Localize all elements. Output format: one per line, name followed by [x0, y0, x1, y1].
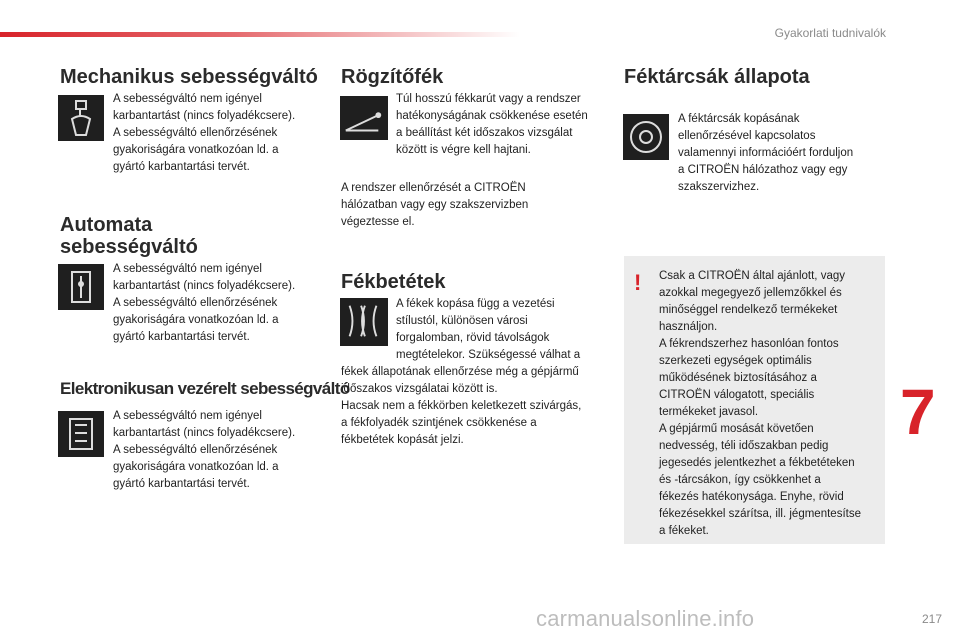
- brake-pads-title: Fékbetétek: [341, 271, 446, 293]
- automatic-gearbox-text: [113, 261, 323, 346]
- text-line: használjon.: [659, 321, 718, 333]
- text-line: ellenőrzésével kapcsolatos: [678, 130, 816, 142]
- chapter-number: 7: [900, 376, 936, 448]
- text-line: gyakoriságára vonatkozóan ld. a: [113, 461, 279, 473]
- parking-brake-service-text: [341, 180, 581, 231]
- text-line: gyártó karbantartási tervét.: [113, 478, 250, 490]
- parking-brake-lever-icon: [340, 96, 388, 140]
- section-label: Gyakorlati tudnivalók: [774, 26, 886, 40]
- brake-pads-icon: [340, 298, 388, 346]
- text-line: A gépjármű mosását követően: [659, 423, 814, 435]
- parking-brake-text: [396, 91, 606, 159]
- automatic-gearbox-icon: [58, 264, 104, 310]
- text-line: valamennyi információért forduljon: [678, 147, 854, 159]
- text-line: fékbetétek kopását jelzi.: [341, 434, 464, 446]
- manual-gearbox-text: [113, 91, 323, 176]
- text-line: minőséggel rendelkező termékeket: [659, 304, 838, 316]
- title-line: sebességváltó: [60, 236, 198, 258]
- text-line: gyakoriságára vonatkozóan ld. a: [113, 314, 279, 326]
- text-line: karbantartást (nincs folyadékcsere).: [113, 427, 296, 439]
- automatic-gearbox-title: [60, 214, 198, 258]
- electronic-gearbox-icon: [58, 411, 104, 457]
- text-line: megtételekor. Szükségessé válhat a: [396, 349, 581, 361]
- text-line: A sebességváltó ellenőrzésének: [113, 297, 278, 309]
- text-line: és -tárcsákon, így csökkenhet a: [659, 474, 821, 486]
- text-line: a CITROËN hálózathoz vagy egy: [678, 164, 848, 176]
- text-line: CITROËN válogatott, speciális: [659, 389, 815, 401]
- text-line: szakszervizhez.: [678, 181, 760, 193]
- text-line: végeztesse el.: [341, 216, 415, 228]
- page-number: 217: [921, 612, 942, 626]
- text-line: stílustól, különösen városi: [396, 315, 528, 327]
- text-line: gyártó karbantartási tervét.: [113, 161, 250, 173]
- text-line: nedvesség, téli időszakban pedig: [659, 440, 829, 452]
- text-line: karbantartást (nincs folyadékcsere).: [113, 280, 296, 292]
- text-line: a fékfolyadék szintjének csökkenése a: [341, 417, 537, 429]
- text-line: termékeket javasol.: [659, 406, 759, 418]
- text-line: A féktárcsák kopásának: [678, 113, 800, 125]
- warning-text: [659, 268, 881, 540]
- brake-discs-text: [678, 111, 888, 196]
- electronic-gearbox-title: Elektronikusan vezérelt sebességváltó: [60, 379, 350, 398]
- brake-discs-title: Féktárcsák állapota: [624, 66, 810, 88]
- text-line: Túl hosszú fékkarút vagy a rendszer: [396, 93, 581, 105]
- parking-brake-title: Rögzítőfék: [341, 66, 444, 88]
- text-line: hatékonyságának csökkenése esetén: [396, 110, 588, 122]
- text-line: gyártó karbantartási tervét.: [113, 331, 250, 343]
- manual-gearbox-title: Mechanikus sebességváltó: [60, 66, 318, 88]
- text-line: A fékek kopása függ a vezetési: [396, 298, 555, 310]
- warning-box: [624, 256, 885, 544]
- text-line: A sebességváltó ellenőrzésének: [113, 127, 278, 139]
- text-line: jegesedés jelentkezhet a fékbetéteken: [659, 457, 855, 469]
- brake-pads-text: [341, 364, 611, 449]
- text-line: Hacsak nem a fékkörben keletkezett szivárgás,: [341, 400, 582, 412]
- text-line: forgalomban, rövid távolságok: [396, 332, 550, 344]
- electronic-gearbox-text: [113, 408, 323, 493]
- text-line: karbantartást (nincs folyadékcsere).: [113, 110, 296, 122]
- text-line: között is végre kell hajtani.: [396, 144, 531, 156]
- title-line: Automata: [60, 214, 153, 236]
- header-accent-bar: [0, 32, 520, 37]
- text-line: a fékeket.: [659, 525, 709, 537]
- text-line: a beállítást két időszakos vizsgálat: [396, 127, 573, 139]
- brake-pads-text-indented: [396, 296, 606, 364]
- text-line: működésének biztosításához a: [659, 372, 817, 384]
- text-line: A rendszer ellenőrzését a CITROËN: [341, 182, 526, 194]
- text-line: fékek állapotának ellenőrzése még a gépjármű: [341, 366, 579, 378]
- watermark: carmanualsonline.info: [536, 606, 755, 631]
- manual-gearbox-icon: [58, 95, 104, 141]
- text-line: Csak a CITROËN által ajánlott, vagy: [659, 270, 845, 282]
- exclamation-icon: !: [634, 270, 642, 295]
- text-line: A fékrendszerhez hasonlóan fontos: [659, 338, 839, 350]
- text-line: szerkezeti egységek optimális: [659, 355, 812, 367]
- text-line: időszakos vizsgálatai között is.: [341, 383, 498, 395]
- text-line: gyakoriságára vonatkozóan ld. a: [113, 144, 279, 156]
- text-line: azokkal megegyező jellemzőkkel és: [659, 287, 842, 299]
- text-line: hálózatban vagy egy szakszervizben: [341, 199, 529, 211]
- text-line: fékezés hatékonysága. Enyhe, rövid: [659, 491, 844, 503]
- text-line: A sebességváltó nem igényel: [113, 410, 262, 422]
- text-line: A sebességváltó nem igényel: [113, 263, 262, 275]
- text-line: A sebességváltó nem igényel: [113, 93, 262, 105]
- brake-disc-icon: [623, 114, 669, 160]
- text-line: A sebességváltó ellenőrzésének: [113, 444, 278, 456]
- text-line: fékezésekkel szárítsa, ill. jégmentesítse: [659, 508, 861, 520]
